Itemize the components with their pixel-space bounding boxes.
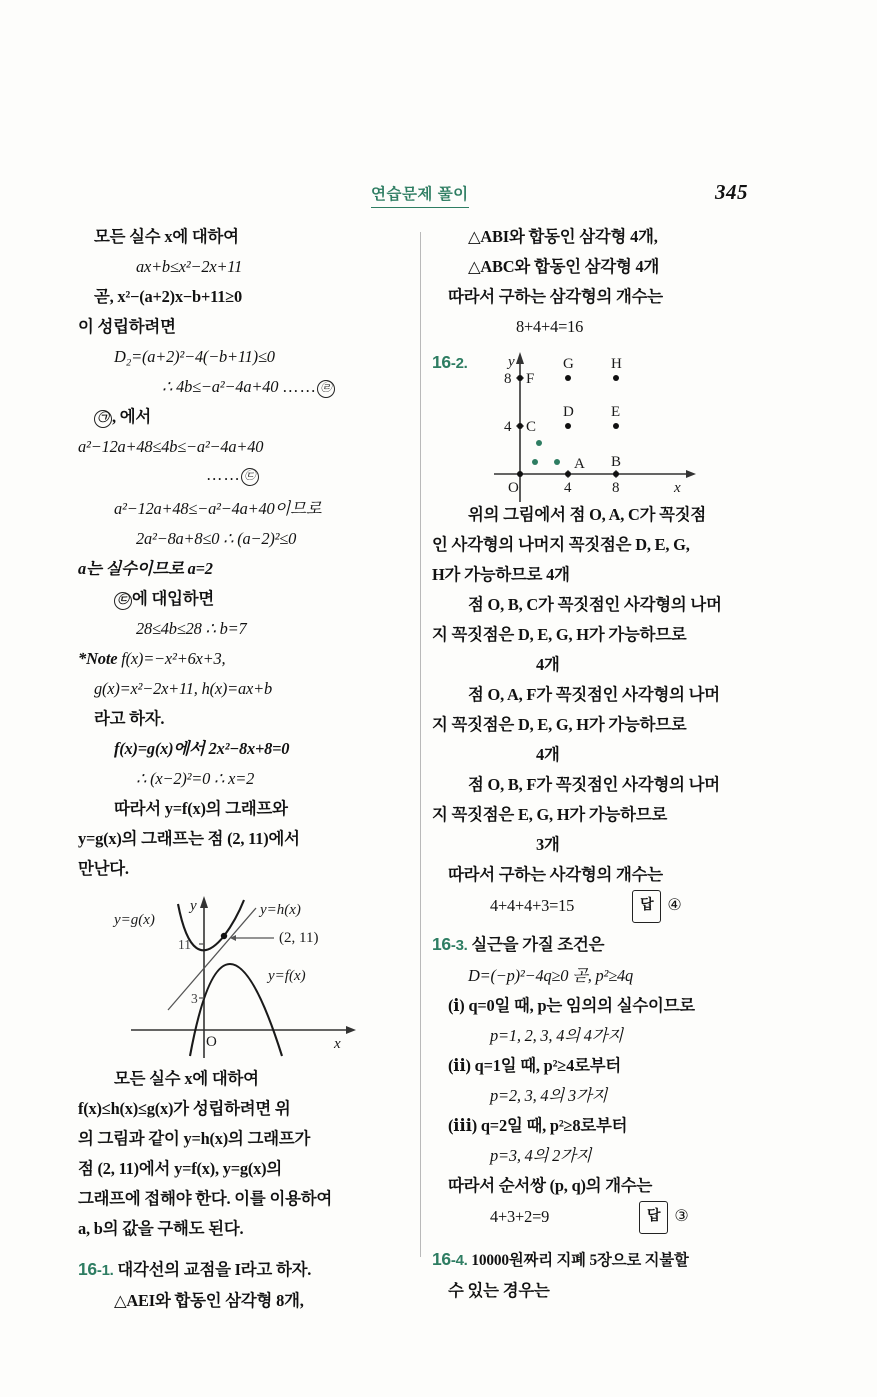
text-line: 4개 [536,655,560,674]
equation-line [78,494,408,524]
equation-text: ∴ 4b≤−a²−4a+40 [162,377,279,396]
reference-text: , 에서 [112,407,152,426]
tick-label-3: 3 [191,991,198,1006]
problem-number: 16-4. [432,1249,468,1269]
label-axis-y: y [190,898,197,914]
note-text: y=g(x)의 그래프는 점 (2, 11)에서 [78,829,300,848]
equation-tag-line [78,462,408,488]
text-line: 이 성립하려면 [78,317,176,336]
answer-label: 답 [639,1201,668,1234]
accent-mark [554,459,560,465]
text-line: 인 사각형의 나머지 꼭짓점은 D, E, G, [432,535,690,554]
accent-mark [536,440,542,446]
circled-ref-icon: ㉠ [94,410,112,428]
circled-ref-icon: ㉣ [317,380,335,398]
column-divider [420,232,421,1257]
label-G: G [563,356,574,372]
label-origin: O [508,480,519,496]
point-D [565,423,571,429]
note-text: 만난다. [78,859,129,878]
point-B [613,471,619,477]
callout-arrow-icon [230,935,236,941]
equation-line: 곧, x²−(a+2)x−b+11≥0 [94,287,242,306]
point-F [517,375,523,381]
problem-16-3-heading[interactable] [432,929,772,961]
problem-number[interactable]: 16-2. [432,352,468,372]
text-line: 점 O, A, F가 꼭짓점인 사각형의 나머 [468,685,720,704]
equation-line: D=(−p)²−4q≥0 곧, p²≥4q [468,966,634,985]
tangency-point [221,933,227,939]
label-h: y=h(x) [260,902,301,918]
case-line: (ⅰ) q=0일 때, p는 임의의 실수이므로 [448,996,695,1015]
tick-label-y-4: 4 [504,419,512,435]
text-line: 3개 [536,835,560,854]
text-line: 지 꼭짓점은 D, E, G, H가 가능하므로 [432,715,687,734]
problem-text: 대각선의 교점을 I라고 하자. [117,1260,312,1279]
case-line: (ⅱ) q=1일 때, p²≥4로부터 [448,1056,621,1075]
equation-line: p=2, 3, 4의 3가지 [490,1086,608,1105]
text-line: △ABI와 합동인 삼각형 4개, [468,227,658,246]
answer-group [639,1207,688,1226]
text-line: 의 그림과 같이 y=h(x)의 그래프가 [78,1129,311,1148]
reference-text: 에 대입하면 [132,589,215,608]
line-h [168,908,256,1010]
equation-text: a는 실수이므로 a=2 [78,559,213,578]
problem-number: 16-1. [78,1259,114,1279]
answer-label: 답 [632,890,661,923]
note-equation: f(x)=−x²+6x+3, [121,649,226,668]
leader-dots: …… [282,377,317,396]
accent-mark [532,459,538,465]
label-g: y=g(x) [114,912,155,928]
label-origin: O [206,1034,217,1050]
note-equation: ∴ (x−2)²=0 ∴ x=2 [136,769,255,788]
text-line: f(x)≤h(x)≤g(x)가 성립하려면 위 [78,1099,291,1118]
label-f: y=f(x) [268,968,306,984]
equation-line [78,554,408,584]
text-line: a, b의 값을 구해도 된다. [78,1219,244,1238]
point-O [517,471,523,477]
label-D: D [563,404,574,420]
equation-line: 8+4+4=16 [516,317,584,336]
label-axis-y: y [508,354,515,370]
circled-ref-icon: ㉢ [114,592,132,610]
quadratic-graph-svg [106,890,406,1060]
note-equation [78,734,408,764]
label-axis-x: x [334,1036,341,1052]
text-line: 점 O, B, F가 꼭짓점인 사각형의 나머 [468,775,720,794]
text-line: △ABC와 합동인 삼각형 4개 [468,257,660,276]
problem-text: 10000원짜리 지폐 5장으로 지불할 [471,1252,689,1269]
reference-line [78,584,408,614]
x-axis-arrow [346,1026,356,1034]
equation-line: p=1, 2, 3, 4의 4가지 [490,1026,624,1045]
label-A: A [574,456,585,472]
problem-16-4-heading[interactable] [432,1244,772,1276]
page-header [0,182,877,216]
text-line: 따라서 구하는 삼각형의 개수는 [448,287,663,306]
label-C: C [526,419,537,435]
note-block-line [78,644,408,674]
note-label: *Note [78,649,118,668]
circled-ref-icon: ㉢ [241,468,259,486]
text-line: 모든 실수 x에 대하여 [94,227,239,246]
answer-line [432,890,772,923]
equation-line: p=3, 4의 2가지 [490,1146,592,1165]
label-F: F [526,371,535,387]
equation-line: D₂=(a+2)²−4(−b+11)≤0 [114,347,275,366]
note-equation: g(x)=x²−2x+11, h(x)=ax+b [94,679,272,698]
equation-line: 28≤4b≤28 ∴ b=7 [136,619,247,638]
x-axis-arrow [686,470,696,478]
text-line: 따라서 순서쌍 (p, q)의 개수는 [448,1176,653,1195]
equation-line: 2a²−8a+8≤0 ∴ (a−2)²≤0 [136,529,297,548]
problem-16-2-block [432,348,772,500]
figure-quadratic-graph [106,890,408,1060]
text-line: 점 O, B, C가 꼭짓점인 사각형의 나머 [468,595,722,614]
equation-line-with-tag [78,372,408,402]
problem-16-1-heading[interactable] [78,1254,408,1286]
note-text: 따라서 y=f(x)의 그래프와 [114,799,288,818]
left-column [78,222,408,1316]
lattice-points-svg [490,344,730,504]
equation-line: ax+b≤x²−2x+11 [136,257,243,276]
tick-label-y-8: 8 [504,371,512,387]
problem-number: 16-3. [432,934,468,954]
equation-text: 4+4+4+3=15 [490,896,575,915]
problem-text: 실근을 가질 조건은 [471,935,605,954]
page-number: 345 [715,180,748,204]
answer-line [432,1201,772,1234]
equation-line: a²−12a+48≤4b≤−a²−4a+40 [78,437,264,456]
point-H [613,375,619,381]
problem-text: △AEI와 합동인 삼각형 8개, [114,1291,304,1310]
case-line: (ⅲ) q=2일 때, p²≥8로부터 [448,1116,628,1135]
text-line: 지 꼭짓점은 E, G, H가 가능하므로 [432,805,668,824]
tick-label-x-8: 8 [612,480,620,496]
problem-text: 수 있는 경우는 [448,1281,550,1300]
point-G [565,375,571,381]
label-B: B [611,454,622,470]
text-line: 점 (2, 11)에서 y=f(x), y=g(x)의 [78,1159,283,1178]
note-text: 라고 하자. [94,709,165,728]
answer-choice: ③ [674,1208,689,1225]
point-A [565,471,571,477]
answer-choice: ④ [667,897,682,914]
label-H: H [611,356,622,372]
label-point: (2, 11) [279,930,319,946]
text-line: 따라서 구하는 사각형의 개수는 [448,865,663,884]
tick-label-11: 11 [178,937,191,952]
equation-text: f(x)=g(x)에서 2x²−8x+8=0 [114,739,290,758]
point-E [613,423,619,429]
header-title: 연습문제 풀이 [371,182,469,208]
y-axis-arrow [200,896,208,908]
equation-text: a²−12a+48≤−a²−4a+40이므로 [114,499,322,518]
text-line: 지 꼭짓점은 D, E, G, H가 가능하므로 [432,625,687,644]
text-line: 그래프에 접해야 한다. 이를 이용하여 [78,1189,332,1208]
label-E: E [611,404,621,420]
tick-label-x-4: 4 [564,480,572,496]
answer-group [632,896,681,915]
reference-line [78,402,408,432]
text-line: 4개 [536,745,560,764]
point-C [517,423,523,429]
leader-dots: …… [206,465,241,484]
figure-lattice-points [490,344,730,504]
equation-text: 4+3+2=9 [490,1207,550,1226]
right-column [432,222,772,1306]
label-axis-x: x [674,480,681,496]
text-line: 위의 그림에서 점 O, A, C가 꼭짓점 [468,505,707,524]
y-axis-arrow [516,352,524,364]
text-line: H가 가능하므로 4개 [432,565,570,584]
text-line: 모든 실수 x에 대하여 [114,1069,259,1088]
